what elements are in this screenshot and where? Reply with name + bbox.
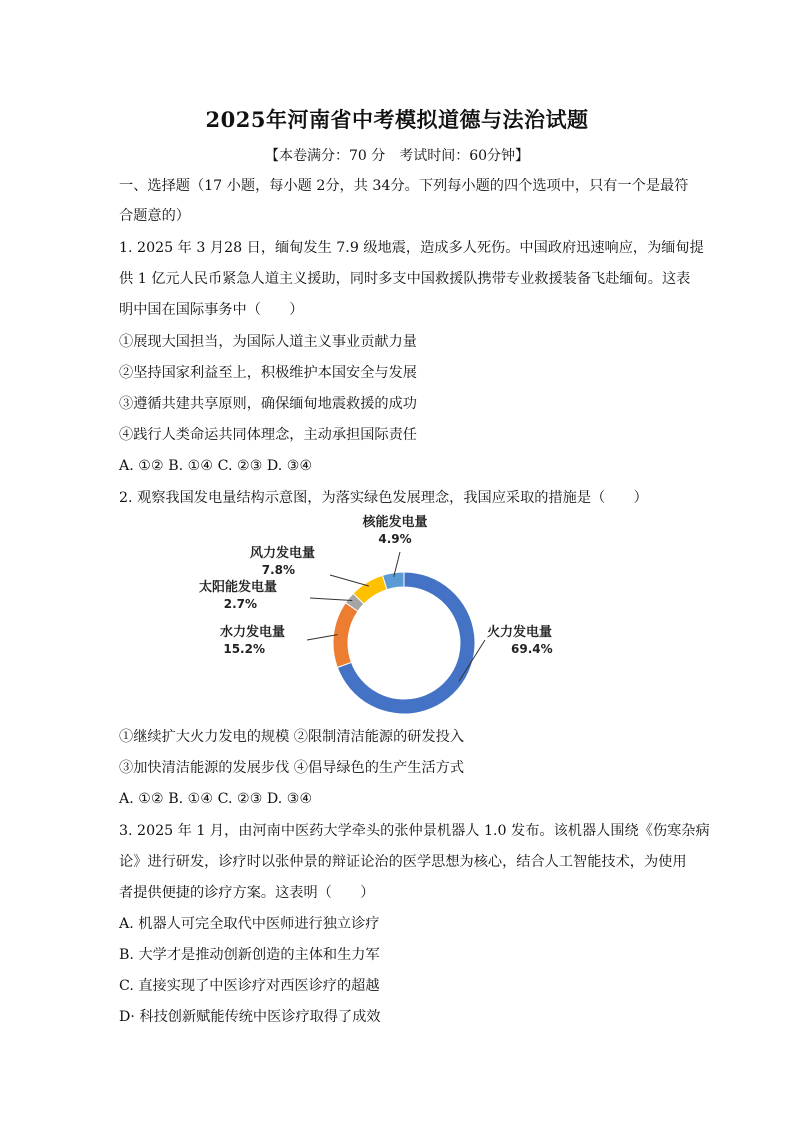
q3-stem-line-1: 3. 2025 年 1 月，由河南中医药大学牵头的张仲景机器人 1.0 发布。该机器人围绕《伤寒杂病 bbox=[119, 823, 710, 839]
slice-label: 火力发电量 bbox=[487, 625, 553, 640]
q3-option-a: A. 机器人可完全取代中医师进行独立诊疗 bbox=[119, 916, 380, 932]
slice-value-label: 4.9% bbox=[378, 532, 412, 546]
slice-value-label: 2.7% bbox=[223, 597, 257, 611]
q2-choices: A. ①② B. ①④ C. ②③ D. ③④ bbox=[119, 791, 313, 807]
donut-chart-svg bbox=[198, 512, 585, 722]
q1-option-3: ③遵循共建共享原则，确保缅甸地震救援的成功 bbox=[119, 396, 417, 412]
leader-line bbox=[330, 575, 369, 586]
q2-options-3-4: ③加快清洁能源的发展步伐 ④倡导绿色的生产生活方式 bbox=[119, 760, 465, 776]
q1-choices: A. ①② B. ①④ C. ②③ D. ③④ bbox=[119, 458, 313, 474]
q3-option-b: B. 大学才是推动创新创造的主体和生力军 bbox=[119, 947, 380, 963]
q3-option-d: D· 科技创新赋能传统中医诊疗取得了成效 bbox=[119, 1009, 381, 1025]
q1-stem-line-2: 供 1 亿元人民币紧急人道主义援助，同时多支中国救援队携带专业救援装备飞赴缅甸。这表 bbox=[119, 271, 691, 287]
q3-stem-line-3: 者提供便捷的诊疗方案。这表明（ ） bbox=[119, 885, 375, 901]
q1-stem-line-3: 明中国在国际事务中（ ） bbox=[119, 302, 304, 318]
q1-option-4: ④践行人类命运共同体理念，主动承担国际责任 bbox=[119, 427, 417, 443]
q2-stem: 2. 观察我国发电量结构示意图，为落实绿色发展理念，我国应采取的措施是（ ） bbox=[119, 490, 648, 506]
slice-label: 风力发电量 bbox=[249, 546, 315, 561]
slice-value-label: 15.2% bbox=[223, 642, 265, 656]
q1-option-2: ②坚持国家利益至上，积极维护本国安全与发展 bbox=[119, 365, 417, 381]
q1-option-1: ①展现大国担当，为国际人道主义事业贡献力量 bbox=[119, 334, 417, 350]
section-heading-line-1: 一、选择题（17 小题，每小题 2分，共 34分。下列每小题的四个选项中，只有一个是最符 bbox=[119, 178, 689, 194]
q3-option-c: C. 直接实现了中医诊疗对西医诊疗的超越 bbox=[119, 978, 380, 994]
donut-slice bbox=[382, 572, 404, 590]
q3-stem-line-2: 论》进行研发，诊疗时以张仲景的辩证论治的医学思想为核心，结合人工智能技术，为使用 bbox=[119, 854, 687, 870]
slice-label: 太阳能发电量 bbox=[198, 580, 277, 595]
slice-value-label: 69.4% bbox=[511, 642, 553, 656]
slice-label: 核能发电量 bbox=[362, 515, 428, 530]
q1-stem-line-1: 1. 2025 年 3 月28 日，缅甸发生 7.9 级地震，造成多人死伤。中国政府迅速响应，为缅甸提 bbox=[119, 240, 704, 256]
q2-options-1-2: ①继续扩大火力发电的规模 ②限制清洁能源的研发投入 bbox=[119, 729, 465, 745]
page-title: 2025年河南省中考模拟道德与法治试题 bbox=[205, 107, 589, 132]
slice-value-label: 7.8% bbox=[261, 563, 295, 577]
section-heading-line-2: 合题意的） bbox=[119, 208, 190, 224]
leader-line bbox=[310, 598, 352, 600]
exam-info: 【本卷满分：70 分 考试时间：60分钟】 bbox=[264, 148, 530, 164]
power-generation-donut-chart bbox=[198, 512, 585, 722]
slice-label: 水力发电量 bbox=[219, 625, 285, 640]
